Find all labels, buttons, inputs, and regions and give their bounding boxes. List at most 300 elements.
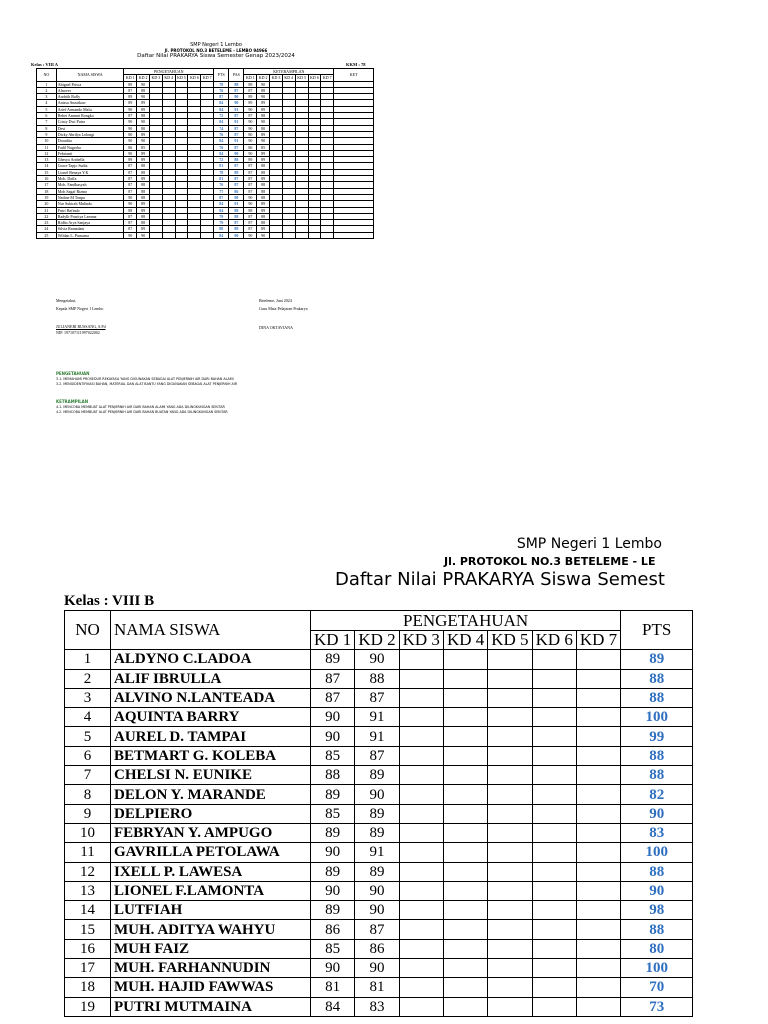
table-cell: Anissa Anzaikaw (56, 100, 124, 106)
empty-cell (576, 746, 620, 765)
table-cell: 84 (214, 201, 229, 207)
table-cell: 87 (311, 688, 355, 707)
empty-cell (488, 823, 532, 842)
table-cell: 83 (621, 823, 693, 842)
empty-cell (443, 997, 487, 1016)
empty-cell (488, 862, 532, 881)
table-cell: 87 (214, 94, 229, 100)
table-cell: ALVINO N.LANTEADA (111, 688, 311, 707)
empty-cell (576, 804, 620, 823)
page2-grade-table (64, 610, 693, 1017)
empty-cell (443, 939, 487, 958)
table-cell: 90 (244, 201, 257, 207)
empty-cell (308, 232, 321, 238)
table-cell: 87 (124, 213, 137, 219)
kd-keterampilan-item: 4.1. MENCOBA MEMBUAT ALAT PENJERNIH AIR DARI BAHAN ALAMI YANG ADA DILINGKUNGAN SEKITAR (56, 405, 225, 409)
empty-cell (399, 901, 443, 920)
table-cell: 88 (214, 226, 229, 232)
table-cell: 88 (621, 920, 693, 939)
table-cell: 82 (621, 785, 693, 804)
empty-cell (443, 766, 487, 785)
empty-cell (576, 766, 620, 785)
empty-cell (532, 804, 576, 823)
empty-cell (576, 688, 620, 707)
empty-cell (488, 708, 532, 727)
table-cell: 88 (124, 207, 137, 213)
table-cell: 88 (621, 669, 693, 688)
table-cell: 89 (244, 100, 257, 106)
table-cell: 76 (214, 182, 229, 188)
table-cell: 87 (244, 182, 257, 188)
kd-pengetahuan-item: 3.2. MENGIDENTIFIKASI BAHAN, MATERIAL DAN ALAT BANTU YANG DIGUNAKAN SEBAGAI ALAT PENJERNIH AIR (56, 382, 237, 386)
table-cell: 23 (37, 220, 57, 226)
table-cell: 84 (214, 100, 229, 106)
table-cell: 85 (311, 746, 355, 765)
table-cell: 88 (137, 188, 150, 194)
table-cell: 89 (229, 226, 244, 232)
table-cell: 87 (229, 125, 244, 131)
table-cell: 90 (137, 81, 150, 87)
table-cell: 90 (355, 785, 399, 804)
table-row (65, 688, 693, 707)
kd-header: KD 6 (532, 631, 576, 650)
table-cell: 90 (124, 106, 137, 112)
empty-cell (188, 232, 201, 238)
col-header-keterampilan: KETERAMPILAN (244, 69, 334, 75)
table-cell: 89 (257, 201, 270, 207)
table-cell: 12 (65, 862, 111, 881)
table-cell: Nur Sukirah Mulindo (56, 201, 124, 207)
table-cell: 4 (65, 708, 111, 727)
empty-cell (443, 708, 487, 727)
empty-cell (576, 997, 620, 1016)
empty-cell (488, 881, 532, 900)
table-cell: 88 (137, 169, 150, 175)
table-cell: 100 (621, 708, 693, 727)
table-cell: 89 (257, 207, 270, 213)
table-cell: 88 (257, 188, 270, 194)
table-cell: 89 (124, 100, 137, 106)
table-cell: 90 (137, 232, 150, 238)
table-cell: 87 (229, 182, 244, 188)
table-cell: 90 (355, 881, 399, 900)
table-cell: 89 (355, 766, 399, 785)
kd-header: KD 5 (175, 75, 188, 81)
table-cell: IXELL P. LAWESA (111, 862, 311, 881)
table-cell: 6 (65, 746, 111, 765)
kd-keterampilan-label: KETRAMPILAN (56, 399, 89, 404)
page1-grade-table (36, 68, 374, 239)
table-cell: 87 (124, 188, 137, 194)
table-cell: 90 (311, 959, 355, 978)
empty-cell (443, 688, 487, 707)
table-cell: 88 (244, 207, 257, 213)
table-cell: 90 (229, 100, 244, 106)
table-cell: Silvia Ramadani (56, 226, 124, 232)
table-cell: 90 (257, 119, 270, 125)
empty-cell (295, 232, 308, 238)
empty-cell (399, 881, 443, 900)
table-cell: 11 (37, 144, 57, 150)
empty-cell (532, 901, 576, 920)
table-cell: 87 (355, 746, 399, 765)
empty-cell (399, 650, 443, 669)
table-cell: Nadine M Tonpa (56, 194, 124, 200)
table-cell: 87 (244, 220, 257, 226)
table-cell: AUREL D. TAMPAI (111, 727, 311, 746)
table-cell: 90 (124, 125, 137, 131)
empty-cell (576, 823, 620, 842)
table-row (65, 785, 693, 804)
empty-cell (488, 688, 532, 707)
table-cell: 89 (311, 901, 355, 920)
table-cell: 85 (137, 144, 150, 150)
kd-header: KD 1 (244, 75, 257, 81)
table-cell: Moh. Daffa (56, 176, 124, 182)
table-cell: 91 (355, 708, 399, 727)
table-cell: 90 (311, 881, 355, 900)
table-cell: 88 (137, 87, 150, 93)
table-cell: GAVRILLA PETOLAWA (111, 843, 311, 862)
empty-cell (576, 785, 620, 804)
empty-cell (488, 727, 532, 746)
empty-cell (321, 232, 334, 238)
kd-header: KD 6 (188, 75, 201, 81)
empty-cell (443, 650, 487, 669)
table-cell: 88 (257, 87, 270, 93)
empty-cell (532, 881, 576, 900)
table-cell: 90 (124, 119, 137, 125)
table-cell: 87 (229, 220, 244, 226)
table-cell: 13 (37, 157, 57, 163)
table-cell: 88 (257, 182, 270, 188)
table-cell: 79 (214, 220, 229, 226)
empty-cell (576, 843, 620, 862)
sig-left-line1: Mengetahui, (56, 298, 77, 303)
table-cell: 70 (621, 978, 693, 997)
empty-cell (399, 959, 443, 978)
table-cell: 2 (37, 87, 57, 93)
table-cell: Grace Tapjo Sudia (56, 163, 124, 169)
page2-title: Daftar Nilai PRAKARYA Siswa Semest (335, 569, 665, 590)
empty-cell (576, 862, 620, 881)
empty-cell (443, 881, 487, 900)
table-cell: 90 (311, 727, 355, 746)
page1-address: Jl. PROTOKOL NO.3 BETELEME - LEMBO 94966 (164, 48, 268, 53)
empty-cell (576, 881, 620, 900)
kd-header: KD 4 (443, 631, 487, 650)
table-cell: 90 (355, 650, 399, 669)
table-cell: 90 (355, 959, 399, 978)
table-row (65, 669, 693, 688)
table-cell: 77 (214, 188, 229, 194)
page1-table-body (37, 81, 374, 238)
table-cell: 9 (37, 131, 57, 137)
table-row (65, 939, 693, 958)
table-cell: 88 (621, 688, 693, 707)
table-cell: 89 (621, 650, 693, 669)
table-cell: PUTRI MUTMAINA (111, 997, 311, 1016)
table-cell: 87 (229, 113, 244, 119)
table-cell: 89 (257, 176, 270, 182)
table-cell: 88 (137, 194, 150, 200)
table-cell: 79 (214, 213, 229, 219)
empty-cell (399, 939, 443, 958)
table-row (65, 727, 693, 746)
empty-cell (399, 727, 443, 746)
empty-cell (399, 823, 443, 842)
table-cell: 12 (37, 150, 57, 156)
empty-cell (399, 746, 443, 765)
kd-keterampilan-item: 4.2. MENCOBA MEMBUAT ALAT PENJERNIH AIR DARI BAHAN BUATAN YANG ADA DILINGKUNGAN SEKITAR (56, 410, 228, 414)
table-cell: 1 (65, 650, 111, 669)
table-cell: 87 (244, 213, 257, 219)
table-cell: 87 (355, 920, 399, 939)
table-cell: 20 (37, 201, 57, 207)
table-cell: CHELSI N. EUNIKE (111, 766, 311, 785)
table-cell: 19 (37, 194, 57, 200)
table-cell: Moh. Fandhasyah (56, 182, 124, 188)
table-row (65, 650, 693, 669)
table-cell: 85 (311, 939, 355, 958)
table-cell: 84 (214, 138, 229, 144)
table-row (65, 978, 693, 997)
table-cell: 81 (214, 163, 229, 169)
page2-school-name: SMP Negeri 1 Lembo (516, 536, 662, 552)
table-cell: 3 (65, 688, 111, 707)
empty-cell (532, 650, 576, 669)
table-cell: 88 (621, 862, 693, 881)
empty-cell (532, 688, 576, 707)
table-cell: 90 (621, 804, 693, 823)
empty-cell (399, 920, 443, 939)
empty-cell (399, 843, 443, 862)
table-cell: 90 (311, 708, 355, 727)
empty-cell (576, 939, 620, 958)
table-row (65, 746, 693, 765)
col-header-pas: PAS (229, 69, 244, 82)
table-cell: 80 (137, 125, 150, 131)
empty-cell (532, 997, 576, 1016)
table-cell: DELON Y. MARANDE (111, 785, 311, 804)
empty-cell (488, 766, 532, 785)
table-cell: 88 (229, 81, 244, 87)
empty-cell (443, 804, 487, 823)
kd-header: KD 2 (137, 75, 150, 81)
empty-cell (532, 766, 576, 785)
table-cell: 5 (65, 727, 111, 746)
empty-cell (443, 862, 487, 881)
table-cell: 87 (244, 169, 257, 175)
table-cell: 84 (214, 106, 229, 112)
empty-cell (443, 727, 487, 746)
table-cell: 89 (257, 157, 270, 163)
table-cell: MUH. FARHANNUDIN (111, 959, 311, 978)
table-cell: 17 (37, 182, 57, 188)
table-cell: 87 (124, 87, 137, 93)
empty-cell (175, 232, 188, 238)
table-cell: Bebet Ammni Rongko (56, 113, 124, 119)
table-cell: 89 (311, 823, 355, 842)
table-cell: 18 (37, 188, 57, 194)
table-cell: 89 (124, 81, 137, 87)
empty-cell (399, 862, 443, 881)
table-cell: 16 (37, 176, 57, 182)
table-cell: 90 (257, 81, 270, 87)
table-cell: 90 (137, 94, 150, 100)
table-cell: 87 (244, 188, 257, 194)
table-cell: 89 (229, 169, 244, 175)
table-cell: Doradita (56, 138, 124, 144)
table-cell: 87 (124, 113, 137, 119)
table-cell: ALIF IBRULLA (111, 669, 311, 688)
table-cell: 100 (621, 959, 693, 978)
empty-cell (443, 669, 487, 688)
empty-cell (488, 959, 532, 978)
empty-cell (576, 901, 620, 920)
table-cell: 90 (137, 119, 150, 125)
kd-header: KD 7 (201, 75, 214, 81)
table-cell: 90 (257, 232, 270, 238)
empty-cell (488, 669, 532, 688)
empty-cell (488, 843, 532, 862)
table-cell: MUH. HAJID FAWWAS (111, 978, 311, 997)
table-cell: 89 (244, 157, 257, 163)
table-cell: 91 (229, 119, 244, 125)
empty-cell (399, 997, 443, 1016)
sig-right-line2: Guru Mata Pelajaran Prakarya (259, 306, 308, 311)
table-cell: 90 (257, 138, 270, 144)
table-cell: 89 (137, 106, 150, 112)
kd-header: KD 2 (355, 631, 399, 650)
table-cell: 74 (214, 125, 229, 131)
table-cell: 90 (124, 194, 137, 200)
table-cell: 89 (137, 207, 150, 213)
table-cell: 87 (124, 226, 137, 232)
table-cell: MUH FAIZ (111, 939, 311, 958)
table-cell: Moh Sagaf Rizmo (56, 188, 124, 194)
empty-cell (443, 959, 487, 978)
empty-cell (532, 823, 576, 842)
empty-cell (576, 978, 620, 997)
table-cell: 11 (65, 843, 111, 862)
table-cell: 90 (244, 106, 257, 112)
empty-cell (443, 843, 487, 862)
table-cell: 17 (65, 959, 111, 978)
table-row (65, 901, 693, 920)
table-cell: 88 (229, 207, 244, 213)
table-row (37, 232, 374, 238)
empty-cell (399, 978, 443, 997)
table-cell: 88 (137, 113, 150, 119)
table-cell: 87 (214, 194, 229, 200)
table-cell: ALDYNO C.LADOA (111, 650, 311, 669)
table-cell: 87 (244, 176, 257, 182)
table-cell: 91 (229, 106, 244, 112)
table-cell: 87 (244, 163, 257, 169)
empty-cell (334, 232, 374, 238)
table-cell: BETMART G. KOLEBA (111, 746, 311, 765)
table-cell: 22 (37, 213, 57, 219)
empty-cell (532, 746, 576, 765)
table-cell: 89 (137, 157, 150, 163)
table-cell: 72 (214, 113, 229, 119)
table-cell: 15 (65, 920, 111, 939)
table-cell: Dicky Abrilya Lolongi (56, 131, 124, 137)
col-header-pengetahuan: PENGETAHUAN (124, 69, 214, 75)
table-cell: 86 (355, 939, 399, 958)
table-cell: 89 (311, 785, 355, 804)
empty-cell (488, 997, 532, 1016)
table-cell: 81 (311, 978, 355, 997)
table-cell: 81 (355, 978, 399, 997)
table-cell: 89 (257, 226, 270, 232)
kd-header: KD 5 (488, 631, 532, 650)
table-cell: 91 (355, 727, 399, 746)
table-cell: Alnover (56, 87, 124, 93)
table-cell: 21 (37, 207, 57, 213)
table-cell: 13 (65, 881, 111, 900)
page2-class-label: Kelas : VIII B (64, 593, 155, 609)
kd-header: KD 7 (321, 75, 334, 81)
table-cell: 89 (355, 862, 399, 881)
table-cell: 86 (311, 920, 355, 939)
table-cell: 76 (214, 87, 229, 93)
table-cell: 90 (124, 138, 137, 144)
kd-pengetahuan-label: PENGETAHUAN (56, 371, 90, 376)
kd-header: KD 2 (257, 75, 270, 81)
table-row (65, 766, 693, 785)
empty-cell (488, 939, 532, 958)
table-cell: 98 (621, 901, 693, 920)
table-cell: 24 (37, 226, 57, 232)
table-cell: 76 (214, 144, 229, 150)
col-header-pts: PTS (621, 611, 693, 650)
kd-header: KD 4 (282, 75, 295, 81)
table-cell: 87 (244, 226, 257, 232)
table-cell: 89 (124, 157, 137, 163)
table-cell: 99 (621, 727, 693, 746)
table-row (65, 997, 693, 1016)
table-cell: 5 (37, 106, 57, 112)
table-cell: Arief Armando Malu (56, 106, 124, 112)
table-cell: 89 (137, 176, 150, 182)
kd-header: KD 4 (162, 75, 175, 81)
table-cell: 87 (229, 176, 244, 182)
table-cell: 88 (311, 766, 355, 785)
table-cell: 88 (257, 220, 270, 226)
empty-cell (488, 978, 532, 997)
empty-cell (488, 650, 532, 669)
table-cell: 90 (355, 901, 399, 920)
table-cell: 14 (65, 901, 111, 920)
table-cell: 88 (257, 194, 270, 200)
table-cell: 84 (214, 150, 229, 156)
empty-cell (399, 766, 443, 785)
empty-cell (532, 862, 576, 881)
table-cell: DELPIERO (111, 804, 311, 823)
table-cell: Cristy Dwi Putra (56, 119, 124, 125)
table-row (65, 843, 693, 862)
table-cell: 19 (65, 997, 111, 1016)
table-cell: 91 (229, 138, 244, 144)
table-row (65, 959, 693, 978)
page1-school-name: SMP Negeri 1 Lembo (190, 42, 242, 48)
table-cell: 88 (229, 213, 244, 219)
table-row (65, 804, 693, 823)
table-cell: LUTFIAH (111, 901, 311, 920)
table-cell: 88 (229, 157, 244, 163)
